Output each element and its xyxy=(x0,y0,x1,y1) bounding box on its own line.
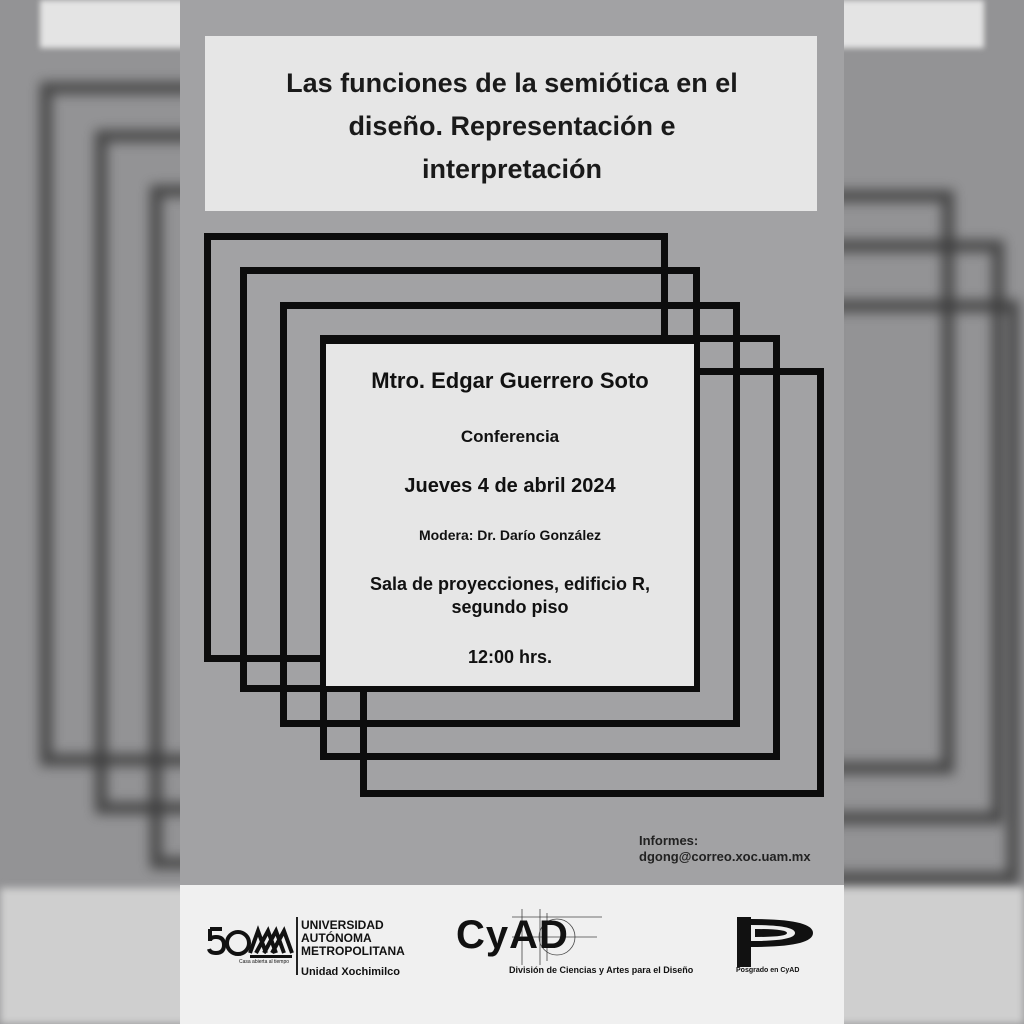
event-time: 12:00 hrs. xyxy=(467,647,553,667)
cyad-division: División de Ciencias y Artes para el Diseño xyxy=(509,965,694,975)
posgrado-p-logo-icon xyxy=(735,915,817,969)
contact-label: Informes: xyxy=(639,833,699,848)
uam-divider xyxy=(296,917,298,975)
event-type: Conferencia xyxy=(460,427,560,446)
uam-motto: Casa abierta al tiempo xyxy=(239,959,290,965)
uam-name: UNIVERSIDAD AUTÓNOMA METROPOLITANA xyxy=(301,918,405,958)
logos-footer xyxy=(180,885,844,1024)
moderator: Modera: Dr. Darío González xyxy=(418,527,602,543)
cyad-logo-text: CyAD xyxy=(456,913,569,957)
poster-title: Las funciones de la semiótica en el diseño. Representación e interpretación xyxy=(286,68,738,184)
contact-info xyxy=(639,833,811,865)
event-poster xyxy=(180,0,844,1024)
background-frame xyxy=(820,300,1019,884)
posgrado-label: Posgrado en CyAD xyxy=(736,967,800,974)
uam-unit: Unidad Xochimilco xyxy=(301,966,401,978)
contact-email: dgong@correo.xoc.uam.mx xyxy=(639,849,811,864)
speaker-name: Mtro. Edgar Guerrero Soto xyxy=(371,368,649,393)
uam-50-logo-icon xyxy=(206,917,296,963)
event-location: Sala de proyecciones, edificio R, segundo piso xyxy=(369,574,651,617)
event-date: Jueves 4 de abril 2024 xyxy=(404,475,616,497)
